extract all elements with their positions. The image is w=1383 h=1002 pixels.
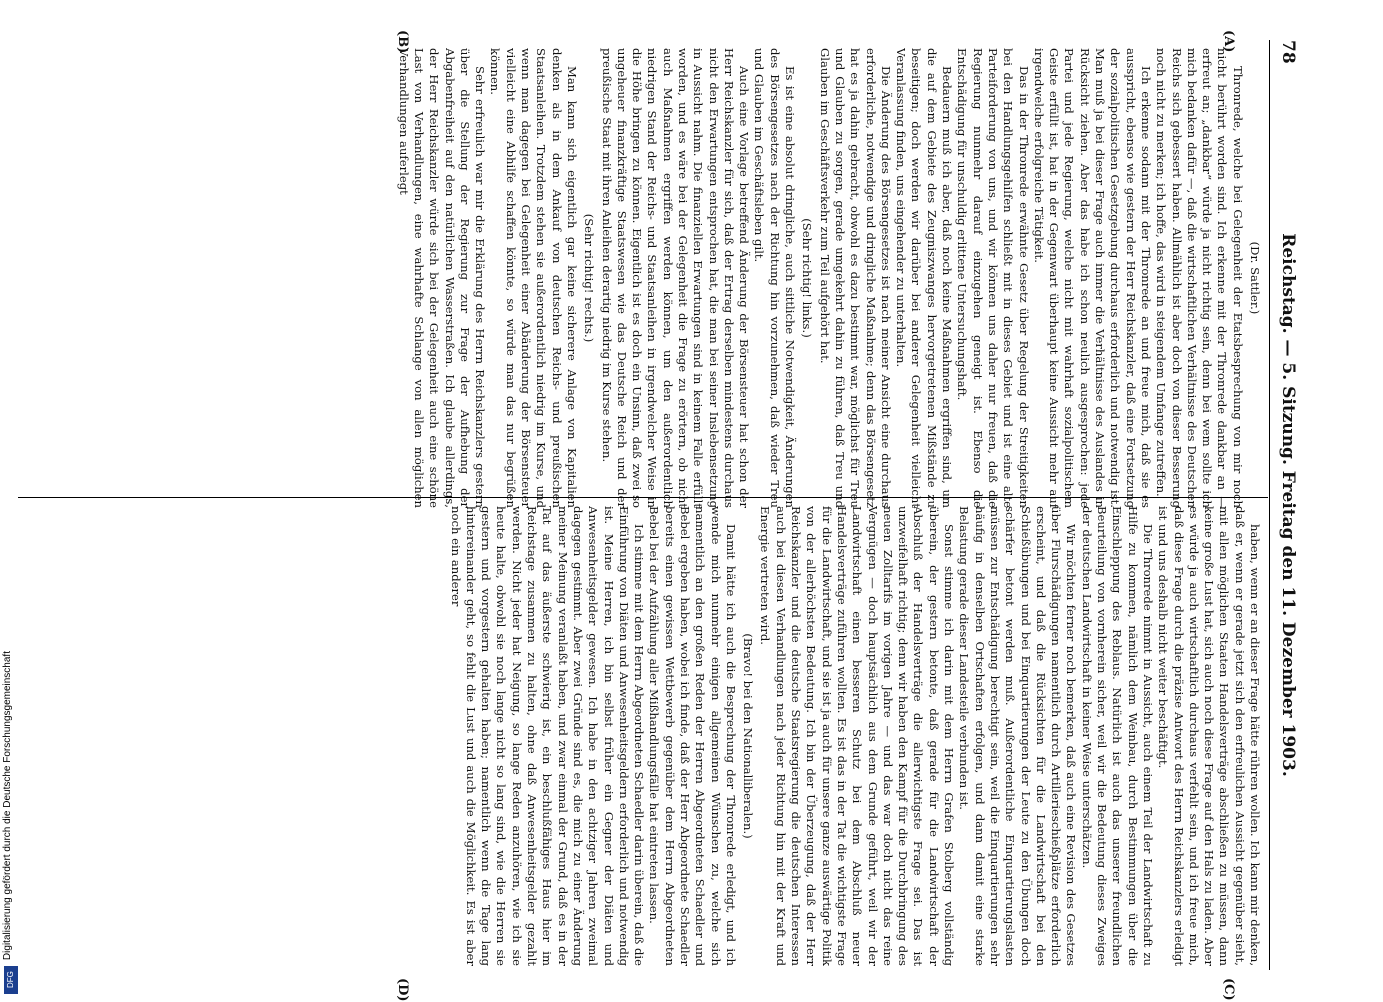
dfg-logo: DFG	[4, 966, 18, 994]
page-title: Reichstag. — 5. Sitzung. Freitag den 11. Dezember 1903.	[1278, 233, 1298, 777]
paragraph: Man kann sich eigentlich gar keine sicherere Anlage von Kapitalien denken als in dem Ankauf von deutschen Reichs- und preußischen Staatsanleihen. Trotzdem stehen sie außerordentlich niedrig im Kurse, und wenn man dagegen bei Gelegenheit einer Abänderung der Börsensteuer vielleicht eine Abhilfe schaffen könnte, so würde man das nur begrüßen können.	[488, 48, 579, 508]
margin-marker-d: (D)	[395, 978, 410, 1002]
paragraph: Das in der Thronrede erwähnte Gesetz über Regelung der Streitigkeiten bei den Handlungsgehilfen schließt mit in dieses Gebiet und ist eine alte Parteiforderung von uns, und wir können uns daher nur freuen, daß die Regierung nunmehr darauf einzugehen geneigt ist. Ebenso die Entschädigung für unschuldig erlittene Untersuchungshaft.	[955, 48, 1031, 508]
paragraph: Die Thronrede nimmt in Aussicht, auch einem Teil der Landwirtschaft zu Hilfe zu kommen, nämlich dem Weinbau, durch Bestimmungen über die Einschleppung des Reblaus. Natürlich ist auch das unserer freundlichen Beurteilung von vornherein sicher, weil wir die Bedeutung dieses Zweiges der deutschen Landwirtschaft in keiner Weise unterschätzen.	[1079, 506, 1155, 966]
paragraph: Ich stimme mit dem Herrn Abgeordneten Schaedler darin überein, daß die Einführung von Diäten und Anwesenheitsgeldern erforderlich und notwendig ist. Meine Herren, ich bin selbst früher ein Gegner der Diäten und Anwesenheitsgelder gewesen. Ich habe in den achtziger Jahren zweimal dagegen gestimmt. Aber zwei Gründe sind es, die mich zu einer Änderung meiner Meinung veranlaßt haben, und zwar einmal der Grund, daß es in der Tat auf das äußerste schwierig ist, ein beschlußfähiges Haus hier im Reichstage zusammen zu halten, ohne daß Anwesenheitsgelder gezahlt werden. Nicht jeder hat Neigung, so lange Reden anzuhören, wie ich sie heute halte, obwohl sie noch lange nicht so lang sind, wie die Herren sie gestern und vorgestern gehalten haben; namentlich wenn die Tage lang hintereinander geht, so fehlt die Lust und auch die Möglichkeit. Es ist aber noch ein anderer	[448, 506, 647, 966]
right-column	[22, 506, 1262, 966]
paragraph: Sonst stimme ich darin mit dem Herrn Grafen Stolberg vollständig überein, der gestern betonte, daß gerade für die Landwirtschaft der Abschluß der Handelsverträge die allerwichtigste Frage sei. Das ist unzweifelhaft richtig; denn wir haben den Kampf für die Durchbringung des neuen Zolltarifs im vorigen Jahre — und das war doch nicht das reine Vergnügen — doch hauptsächlich aus dem Grunde geführt, weil wir der Landwirtschaft einen besseren Schutz bei dem Abschluß neuer Handelsverträge zuführen wollten. Es ist das in der Tat die wichtigste Frage für die Landwirtschaft, und sie ist ja auch für unsere ganze auswärtige Politik von der allerhöchsten Bedeutung. Ich bin der Überzeugung, daß der Herr Reichskanzler und die deutsche Staatsregierung die deutschen Interessen auch bei diesen Verhandlungen nach jeder Richtung hin mit der Kraft und Energie vertreten wird.	[758, 506, 957, 966]
header-rule	[1269, 40, 1270, 970]
digitization-credit-strip	[0, 0, 24, 1000]
paragraph: Damit hätte ich auch die Besprechung der Thronrede erledigt, und ich wende mich nunmehr einigen allgemeinen Wünschen zu, welche sich namentlich an den großen Reden der Herren Abgeordneten Schaedler und Bebel ergeben haben, wobei ich finde, daß der Herr Abgeordnete Schaedler bereits einen gewissen Wettbewerb gegenüber dem Herrn Abgeordneten Bebel bei der Aufzählung aller Mißhandlungsfälle hat eintreten lassen.	[647, 506, 738, 966]
margin-marker-a: (A)	[1221, 30, 1236, 53]
paragraph: Sehr erfreulich war mir die Erklärung des Herrn Reichskanzlers gestern über die Stellung der Regierung zur Frage der Aufhebung der Abgabenfreiheit auf den natürlichen Wasserstraßen. Ich glaube allerdings, der Herr Reichskanzler würde sich bei der Gelegenheit auch eine schöne Last von Verhandlungen, eine wahrhafte Schlange von allen möglichen Verhandlungen auferlegt	[396, 48, 488, 508]
interjection: (Bravo! bei den Nationalliberalen.)	[741, 633, 756, 839]
speaker-name: (Dr. Sattler.)	[1248, 241, 1262, 315]
paragraph: Es ist eine absolut dringliche, auch sittliche Notwendigkeit, Änderungen des Börsengesetzes nach der Richtung hin vorzunehmen, daß wieder Treu und Glauben im Geschäftsleben gilt.	[752, 48, 798, 508]
column-divider	[18, 497, 1268, 498]
paragraph: Die Änderung des Börsengesetzes ist nach meiner Ansicht eine durchaus erforderliche, notwendige und dringliche Maßnahme; denn das Börsengesetz hat es ja dahin gebracht, obwohl es dazu bestimmt war, möglichst für Treu und Glauben zu sorgen, gerade umgekehrt dahin zu führen, daß Treu und Glauben im Geschäftsverkehr zum Teil aufgehört hat.	[817, 48, 893, 508]
paragraph: Wir möchten ferner noch bemerken, daß auch eine Revision des Gesetzes über Flurschädigungen namentlich durch Artillerieschießplätze erforderlich erscheint, und daß die Rücksichten für die Landwirtschaft bei den Schießübungen und bei Einquartierungen der Leute zu den Übungen doch schärfer betont werden muß. Außerordentliche Einquartierungslasten müssen zur Entschädigung berechtigt sein, weil die Einquartierungen sehr häufig in denselben Ortschaften erfolgen, und dann damit eine starke Belastung gerade dieser Landesteile verbunden ist.	[957, 506, 1079, 966]
digitization-credit: Digitalisierung gefördert durch die Deutsche Forschungsgemeinschaft	[2, 650, 13, 960]
paragraph: Thronrede, welche bei Gelegenheit der Etatsbesprechung von mir noch nicht berührt worden sind. Ich erkenne mit der Thronrede dankbar an — erfreut an; „dankbar“ würde ja nicht richtig sein, denn bei wem sollte ich mich bedanken dafür —, daß die wirtschaftlichen Verhältnisse des Deutschen Reichs sich gebessert haben. Allmählich ist aber doch von dieser Besserung noch nicht zu merken; ich hoffe, das wird in steigendem Umfange zutreffen.	[1154, 48, 1245, 508]
margin-marker-c: (C)	[1221, 978, 1236, 1001]
page-number: 78	[1278, 40, 1298, 64]
paragraph: Ich erkenne sodann mit der Thronrede an und freue mich, daß sie es ausspricht, ebenso wie gestern der Herr Reichskanzler, daß eine Fortsetzung der sozialpolitischen Gesetzgebung durchaus erforderlich und notwendig ist. Man muß ja bei dieser Frage auch immer die Verhältnisse des Auslandes in Rücksicht ziehen. Aber das habe ich schon neulich ausgesprochen: jede Partei und jede Regierung, welche nicht mit wahrhaft sozialpolitischem Geiste erfüllt ist, hat in der Gegenwart überhaupt keine Aussicht mehr auf irgendwelche erfolgreiche Tätigkeit.	[1031, 48, 1153, 508]
paragraph: Bedauern muß ich aber, daß noch keine Maßnahmen ergriffen sind, um die auf dem Gebiete des Zeugniszwanges hervorgetretenen Mißstände zu beseitigen; doch werden wir darüber bei anderer Gelegenheit vielleicht Veranlassung finden, uns eingehender zu unterhalten.	[894, 48, 955, 508]
left-column	[22, 48, 1262, 508]
interjection: (Sehr richtig! rechts.)	[582, 213, 597, 343]
paragraph: haben, wenn er an dieser Frage hätte rühren wollen. Ich kann mir denken, daß er, wenn er gerade jetzt sich den erfreulichen Aussicht gegenüber sieht, mit allen möglichen Staaten Handelsverträge abschließen zu müssen, dann keine große Lust hat, sich auch noch diese Frage auf den Hals zu laden. Aber es würde ja auch wirtschaftlich durchaus verfehlt sein, und ich freue mich, daß diese Frage durch die präzise Antwort des Herrn Reichskanzlers erledigt ist und uns deshalb nicht weiter beschäftigt.	[1156, 506, 1262, 966]
paragraph: Auch eine Vorlage betreffend Änderung der Börsensteuer hat schon der Herr Reichskanzler für sich, daß der Ertrag derselben mindestens durchaus nicht den Erwartungen entsprochen hat, die man bei seiner Inslebensetzung in Aussicht nahm. Die finanziellen Erwartungen sind in keinem Falle erfüllt worden, und es wäre bei der Gelegenheit die Frage zu erörtern, ob nicht auch Maßnahmen ergriffen werden können, um den außerordentlich niedrigen Stand der Reichs- und Staatsanleihen in irgendwelcher Weise in die Höhe bringen zu können. Eigentlich ist es doch ein Unsinn, daß zwei so ungeheuer finanzkräftige Staatswesen wie das Deutsche Reich und der preußische Staat mit ihren Anleihen derartig niedrig im Kurse stehen.	[599, 48, 752, 508]
margin-marker-b: (B)	[395, 30, 410, 54]
interjection: (Sehr richtig! links.)	[800, 218, 815, 338]
page-header	[1272, 40, 1302, 970]
